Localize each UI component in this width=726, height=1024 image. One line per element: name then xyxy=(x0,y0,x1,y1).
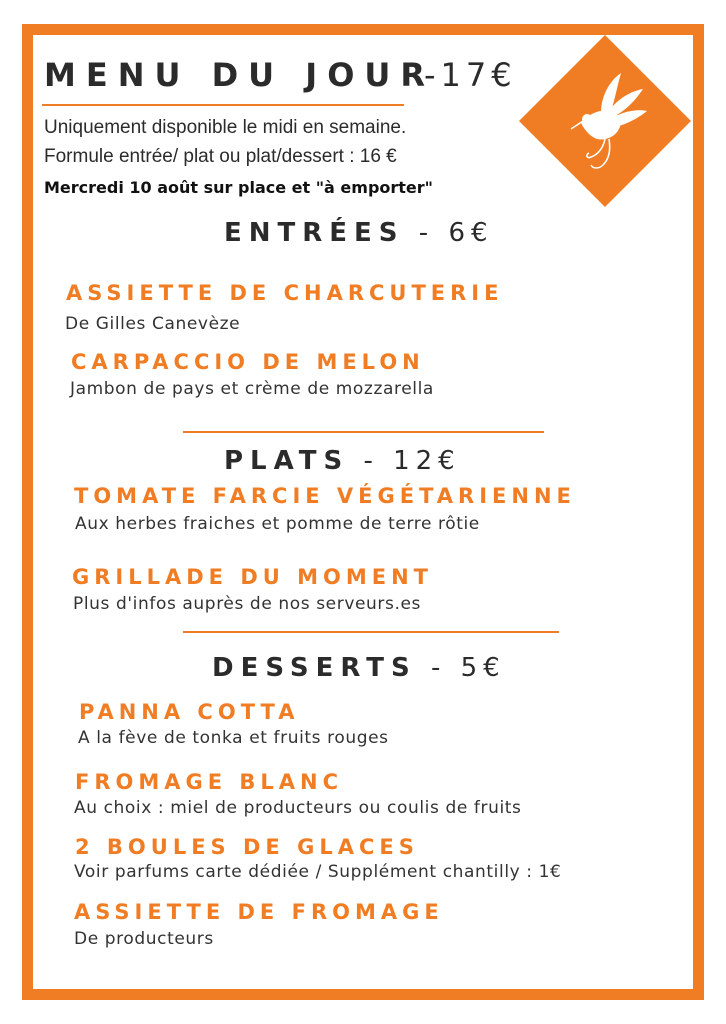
section-divider xyxy=(183,431,544,433)
section-entrees-title: ENTRÉES xyxy=(224,218,405,248)
dish-desc: Jambon de pays et crème de mozzarella xyxy=(70,379,434,399)
dish-desc: Aux herbes fraiches et pomme de terre rôtie xyxy=(75,514,480,534)
dish-desc: Au choix : miel de producteurs ou coulis de fruits xyxy=(74,798,522,818)
dish-desc: A la fève de tonka et fruits rouges xyxy=(78,728,389,748)
intro-line-1: Uniquement disponible le midi en semaine. xyxy=(44,117,407,138)
section-plats-heading xyxy=(224,446,461,476)
section-plats-title: PLATS xyxy=(224,446,350,476)
menu-price: -17€ xyxy=(424,56,517,94)
dish-title: 2 BOULES DE GLACES xyxy=(75,835,419,859)
dish-desc: De Gilles Canevèze xyxy=(65,314,241,334)
dish-title: FROMAGE BLANC xyxy=(75,770,344,794)
dish-desc: De producteurs xyxy=(74,929,214,949)
hummingbird-logo-icon xyxy=(519,35,691,207)
section-desserts-price: - 5€ xyxy=(430,653,506,683)
dish-title: GRILLADE DU MOMENT xyxy=(72,565,434,589)
section-desserts-title: DESSERTS xyxy=(212,653,417,683)
dish-title: CARPACCIO DE MELON xyxy=(71,350,425,374)
dish-title: PANNA COTTA xyxy=(79,700,300,724)
dish-desc: Voir parfums carte dédiée / Supplément chantilly : 1€ xyxy=(74,862,562,882)
dish-title: ASSIETTE DE CHARCUTERIE xyxy=(66,281,504,305)
date-note: Mercredi 10 août sur place et "à emporter" xyxy=(44,178,434,197)
section-divider xyxy=(183,631,559,633)
section-entrees-price: - 6€ xyxy=(418,218,494,248)
dish-desc: Plus d'infos auprès de nos serveurs.es xyxy=(73,594,421,614)
section-plats-price: - 12€ xyxy=(363,446,461,476)
section-desserts-heading xyxy=(212,653,506,683)
section-entrees-heading xyxy=(224,218,494,248)
intro-line-2: Formule entrée/ plat ou plat/dessert : 16 € xyxy=(44,146,397,167)
title-underline xyxy=(42,104,404,106)
menu-title: MENU DU JOUR xyxy=(44,56,436,94)
dish-title: ASSIETTE DE FROMAGE xyxy=(74,900,444,924)
dish-title: TOMATE FARCIE VÉGÉTARIENNE xyxy=(74,484,576,508)
